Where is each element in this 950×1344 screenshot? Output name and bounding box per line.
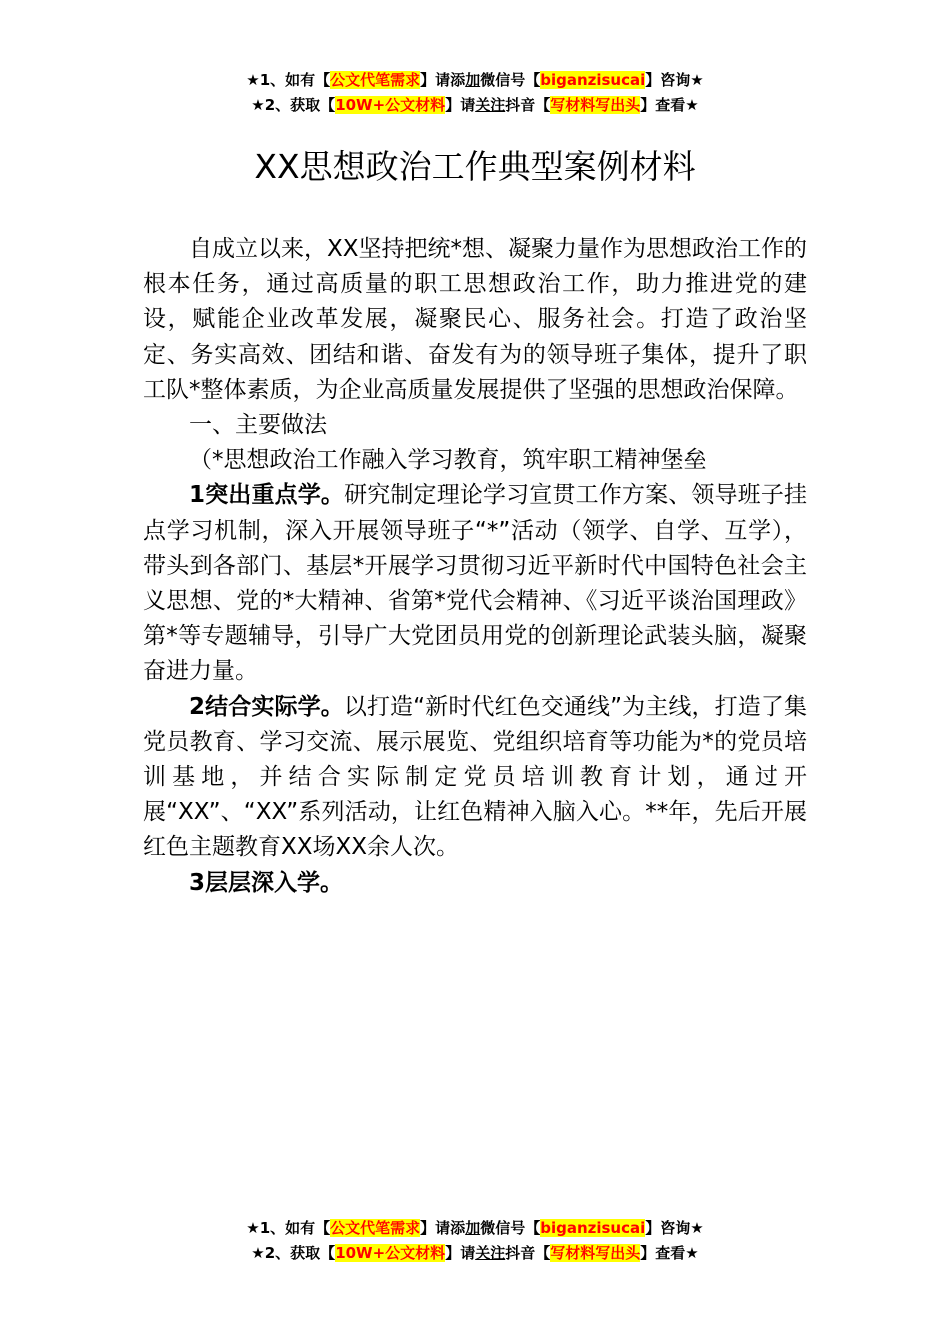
banner-underline: 关注 bbox=[475, 96, 506, 114]
footer-banner bbox=[0, 1216, 950, 1266]
item-text: 以打造“新时代红色交通线”为主线，打造了集党员教育、学习交流、展示展览、党组织培育等功能为*的党员培训基地，并结合实际制定党员培训教育计划，通过开展“XX”、“XX”系列活动，让红色精神入脑入心。**年，先后开展红色主题教育XX场XX余人次。 bbox=[143, 693, 807, 861]
document-body bbox=[143, 232, 807, 901]
item-paragraph-1 bbox=[143, 478, 807, 689]
item-text: 研究制定理论学习宣贯工作方案、领导班子挂点学习机制，深入开展领导班子“*”活动（领学、自学、互学），带头到各部门、基层*开展学习贯彻习近平新时代中国特色社会主义思想、党的*大精神、省第*党代会精神、《习近平谈治国理政》第*等专题辅导，引导广大党团员用党的创新理论武装头脑，凝聚奋进力量。 bbox=[143, 482, 807, 685]
banner-text: 】查看★ bbox=[640, 1244, 699, 1262]
banner-underline: 加 bbox=[465, 71, 481, 89]
banner-text: 】请添 bbox=[420, 1219, 466, 1237]
banner-text: 】咨询★ bbox=[645, 71, 704, 89]
item-lead: 1突出重点学。 bbox=[189, 482, 345, 509]
banner-text: 微信号【 bbox=[480, 1219, 541, 1237]
item-lead: 2结合实际学。 bbox=[189, 693, 344, 720]
banner-line-1 bbox=[0, 68, 950, 93]
banner-text: 微信号【 bbox=[480, 71, 541, 89]
banner-douyin-name: 写材料写出头 bbox=[550, 96, 641, 114]
banner-text: 抖音【 bbox=[505, 96, 551, 114]
banner-text: 】咨询★ bbox=[645, 1219, 704, 1237]
banner-line-1 bbox=[0, 1216, 950, 1241]
banner-text: 】请 bbox=[445, 1244, 476, 1262]
item-paragraph-2 bbox=[143, 690, 807, 866]
banner-text: 】请添 bbox=[420, 71, 466, 89]
banner-text: ★2、获取【 bbox=[251, 1244, 336, 1262]
item-paragraph-3 bbox=[143, 866, 807, 901]
banner-underline: 关注 bbox=[475, 1244, 506, 1262]
section-heading: 一、主要做法 bbox=[189, 412, 327, 439]
banner-highlight: 10W+公文材料 bbox=[335, 96, 446, 114]
banner-text: ★2、获取【 bbox=[251, 96, 336, 114]
banner-text: ★1、如有【 bbox=[246, 1219, 331, 1237]
document-title: XX思想政治工作典型案例材料 bbox=[254, 147, 696, 186]
intro-paragraph: 自成立以来，XX坚持把统*想、凝聚力量作为思想政治工作的根本任务，通过高质量的职工思想政治工作，助力推进党的建设，赋能企业改革发展，凝聚民心、服务社会。打造了政治坚定、务实高效、团结和谐、奋发有为的领导班子集体，提升了职工队*整体素质，为企业高质量发展提供了坚强的思想政治保障。 bbox=[143, 236, 808, 403]
banner-douyin-name: 写材料写出头 bbox=[550, 1244, 641, 1262]
banner-line-2 bbox=[0, 1241, 950, 1266]
banner-wechat-id: biganzisucai bbox=[540, 71, 646, 89]
banner-text: 】查看★ bbox=[640, 96, 699, 114]
banner-wechat-id: biganzisucai bbox=[540, 1219, 646, 1237]
banner-line-2 bbox=[0, 93, 950, 118]
banner-text: ★1、如有【 bbox=[246, 71, 331, 89]
item-lead: 3层层深入学。 bbox=[189, 869, 344, 896]
banner-underline: 加 bbox=[465, 1219, 481, 1237]
banner-highlight: 公文代笔需求 bbox=[330, 71, 421, 89]
subsection-heading: （*思想政治工作融入学习教育，筑牢职工精神堡垒 bbox=[189, 447, 707, 474]
header-banner bbox=[0, 68, 950, 118]
banner-highlight: 10W+公文材料 bbox=[335, 1244, 446, 1262]
banner-text: 】请 bbox=[445, 96, 476, 114]
banner-text: 抖音【 bbox=[505, 1244, 551, 1262]
banner-highlight: 公文代笔需求 bbox=[330, 1219, 421, 1237]
